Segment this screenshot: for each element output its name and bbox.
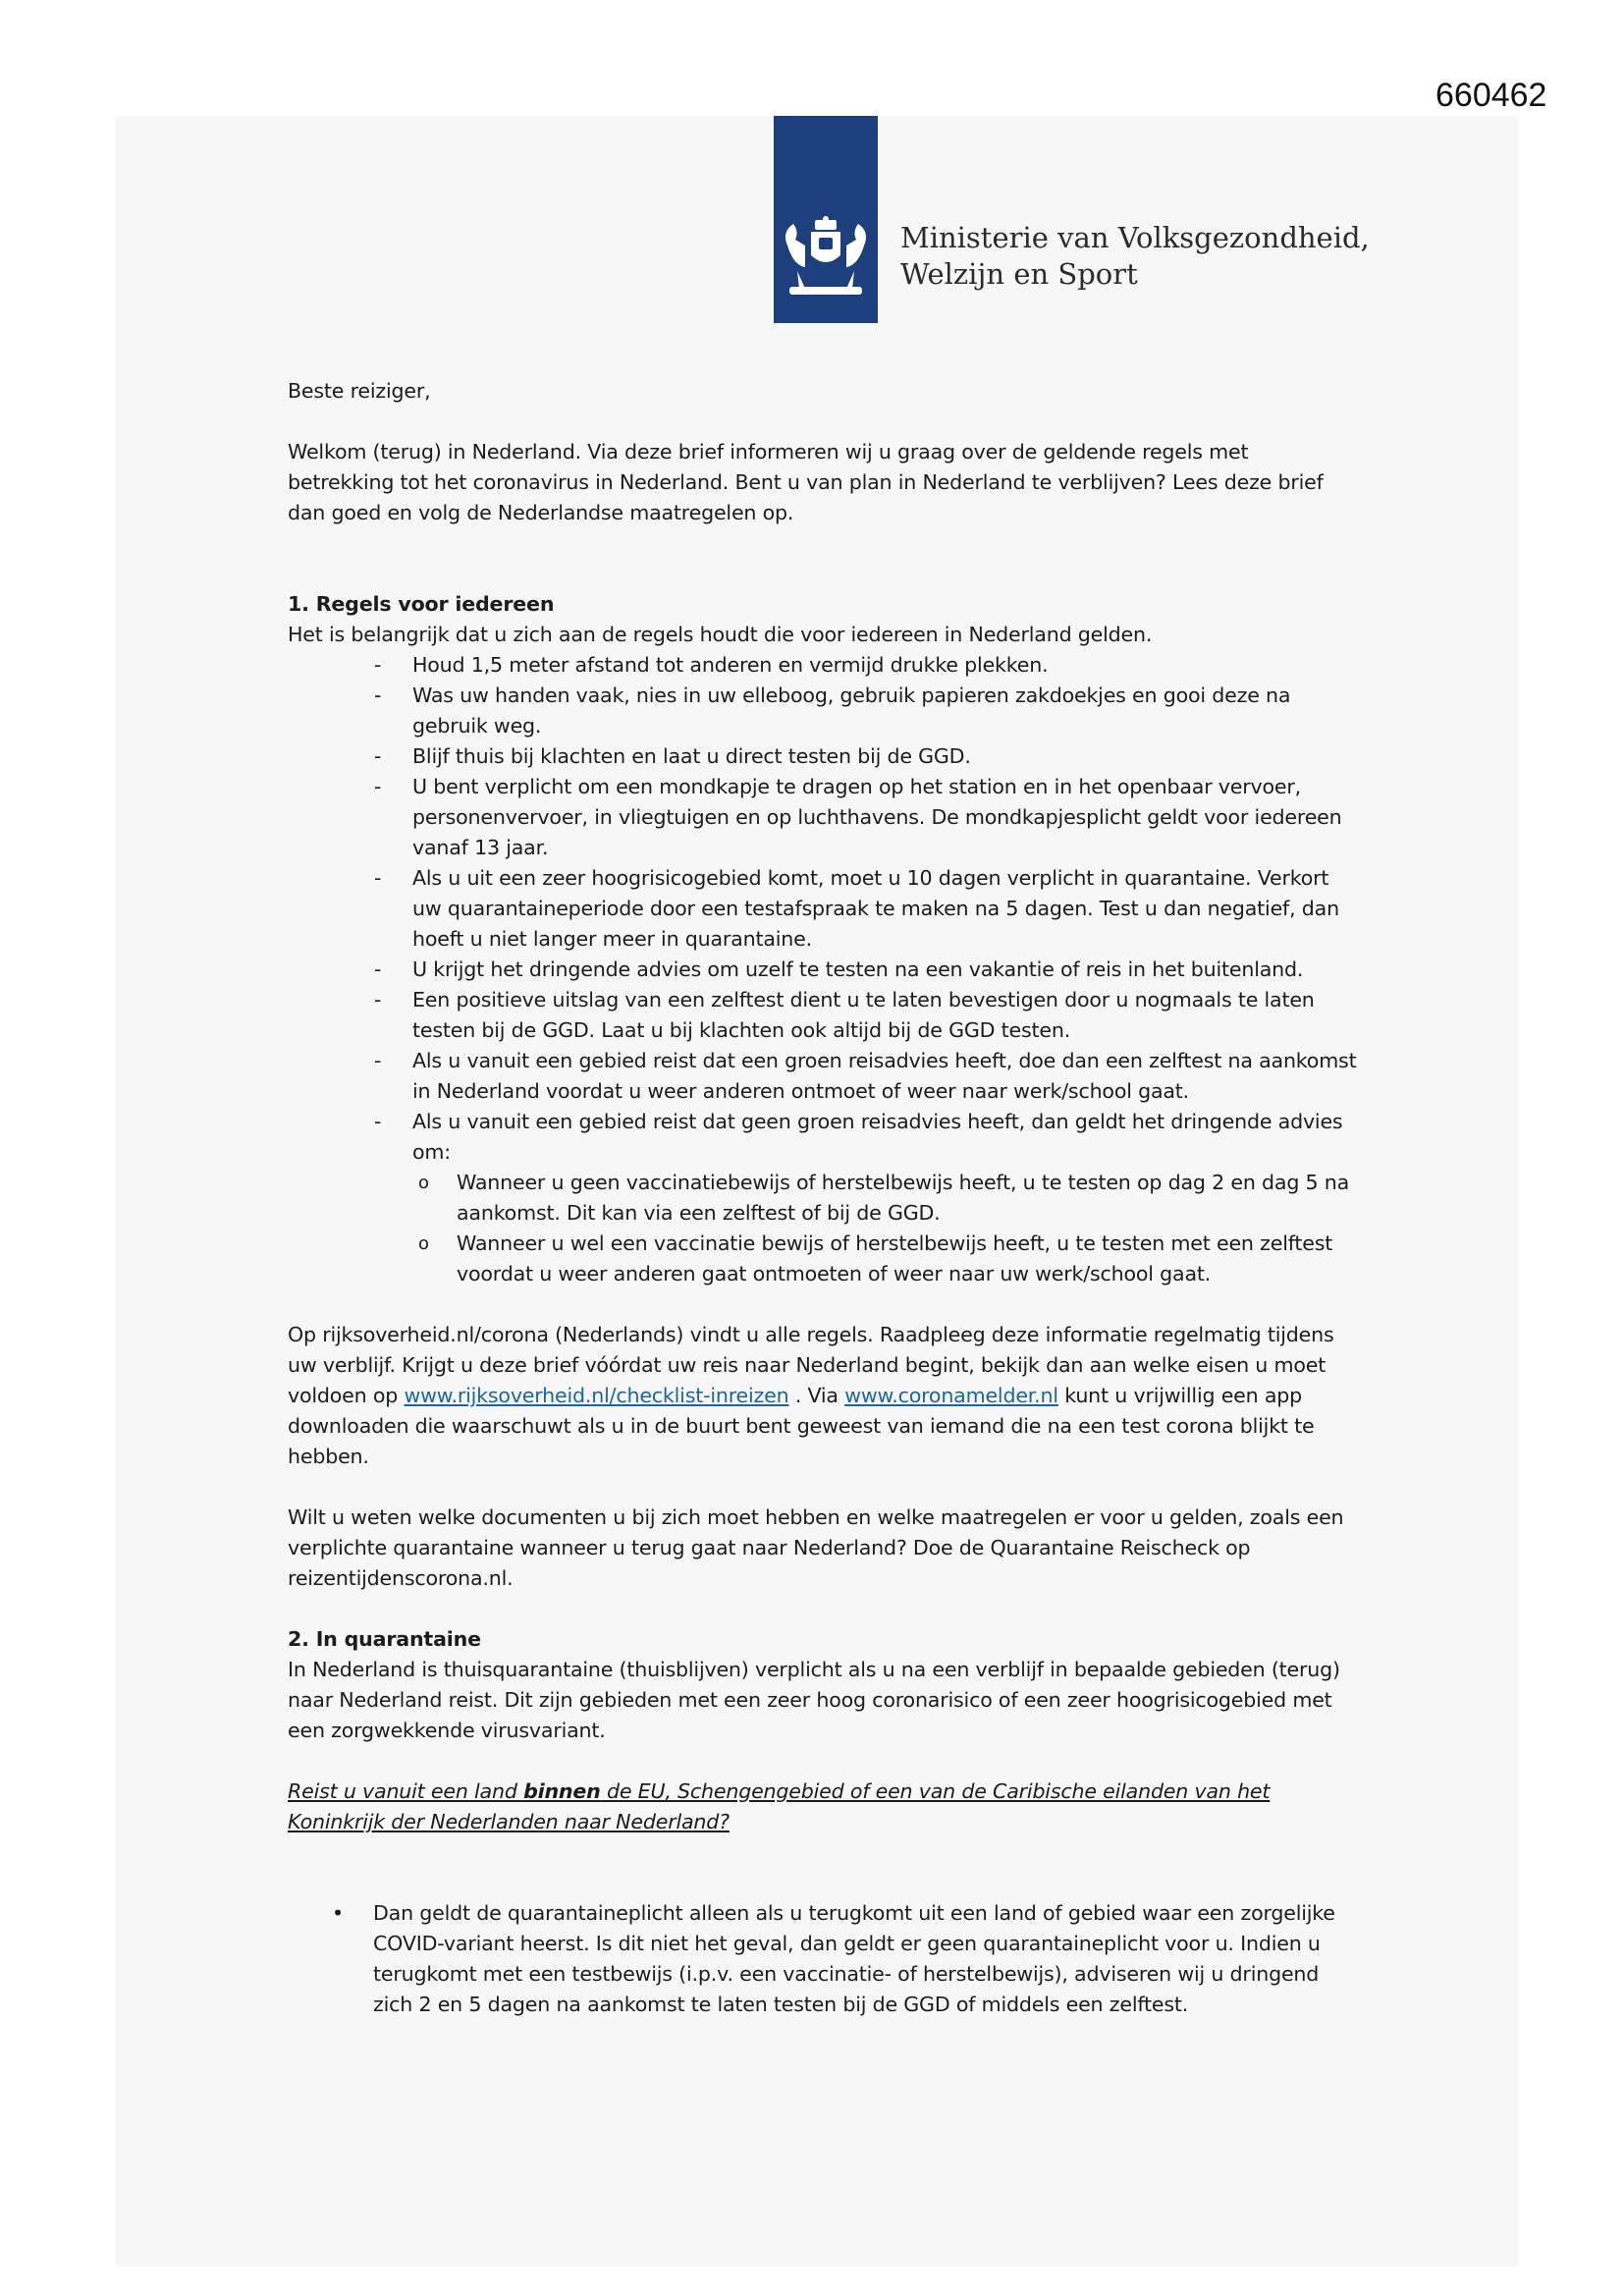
coronamelder-link[interactable]: www.coronamelder.nl <box>844 1384 1058 1407</box>
government-logo <box>774 116 878 323</box>
checklist-inreizen-link[interactable]: www.rijksoverheid.nl/checklist-inreizen <box>404 1384 789 1407</box>
section2-title: 2. In quarantaine <box>288 1627 481 1651</box>
list-item: • Dan geldt de quarantaineplicht alleen als u terugkomt uit een land of gebied waar een zorgelijke COVID-variant heerst. Is dit niet het geval, dan geldt er geen quarantaineplicht voor u. Indien u terugkomt met een testbewijs (i.p.v. een vaccinatie- of herstelbewijs), adviseren wij u dringend zich 2 en 5 dagen na aankomst te laten testen bij de GGD of middels een zelftest. <box>288 1898 1358 2020</box>
sublist-item: o Wanneer u geen vaccinatiebewijs of herstelbewijs heeft, u te testen op dag 2 en dag 5 na aankomst. Dit kan via een zelftest of bij de GGD. <box>412 1168 1358 1229</box>
list-item: - Houd 1,5 meter afstand tot anderen en vermijd drukke plekken. <box>288 650 1358 681</box>
intro-paragraph: Welkom (terug) in Nederland. Via deze brief informeren wij u graag over de geldende regels met betrekking tot het coronavirus in Nederland. Bent u van plan in Nederland te verblijven? Lees deze brief dan goed en volg de Nederlandse maatregelen op. <box>288 440 1324 524</box>
ministry-name-line2: Welzijn en Sport <box>900 257 1138 291</box>
list-item <box>288 1107 1358 1289</box>
ministry-name <box>900 220 1370 293</box>
list-item: - Als u vanuit een gebied reist dat een groen reisadvies heeft, doe dan een zelftest na aankomst in Nederland voordat u weer anderen ontmoet of weer naar werk/school gaat. <box>288 1046 1358 1107</box>
list-item: - U krijgt het dringende advies om uzelf te testen na een vakantie of reis in het buitenland. <box>288 955 1358 985</box>
document-id: 660462 <box>1435 77 1547 114</box>
coat-of-arms-icon <box>780 216 872 302</box>
list-item: - Was uw handen vaak, nies in uw elleboog, gebruik papieren zakdoekjes en gooi deze na gebruik weg. <box>288 681 1358 741</box>
rules-info-paragraph: Op rijksoverheid.nl/corona (Nederlands) vindt u alle regels. Raadpleeg deze informatie regelmatig tijdens uw verblijf. Krijgt u deze brief vóórdat uw reis naar Nederland begint, bekijk dan aan welke eisen u moet voldoen op www.rijksoverheid.nl/checklist-inreizen . Via www.coronamelder.nl kunt u vrijwillig een app downloaden die waarschuwt als u in de buurt bent geweest van iemand die na een test corona blijkt te hebben. <box>288 1323 1334 1468</box>
list-item-text: Als u vanuit een gebied reist dat geen groen reisadvies heeft, dan geldt het dringende advies om: <box>412 1110 1343 1164</box>
section1-lead: Het is belangrijk dat u zich aan de regels houdt die voor iedereen in Nederland gelden. <box>288 623 1153 646</box>
ministry-name-line1: Ministerie van Volksgezondheid, <box>900 221 1370 254</box>
rules-list <box>288 650 1358 1289</box>
greeting: Beste reiziger, <box>288 379 431 403</box>
quarantine-list <box>288 1898 1358 2020</box>
list-item: - Als u uit een zeer hoogrisicogebied komt, moet u 10 dagen verplicht in quarantaine. Verkort uw quarantaineperiode door een testafspraak te maken na 5 dagen. Test u dan negatief, dan hoeft u niet langer meer in quarantaine. <box>288 863 1358 955</box>
letter-body <box>288 376 1358 2020</box>
list-item: - Blijf thuis bij klachten en laat u direct testen bij de GGD. <box>288 741 1358 772</box>
section2-question: Reist u vanuit een land binnen de EU, Schengengebied of een van de Caribische eilanden van het Koninkrijk der Nederlanden naar Nederland? <box>288 1779 1271 1833</box>
list-item: - Een positieve uitslag van een zelftest dient u te laten bevestigen door u nogmaals te laten testen bij de GGD. Laat u bij klachten ook altijd bij de GGD testen. <box>288 985 1358 1046</box>
advice-sublist <box>412 1168 1358 1289</box>
list-item: - U bent verplicht om een mondkapje te dragen op het station en in het openbaar vervoer, personenvervoer, in vliegtuigen en op luchthavens. De mondkapjesplicht geldt voor iedereen vanaf 13 jaar. <box>288 772 1358 863</box>
reischeck-paragraph: Wilt u weten welke documenten u bij zich moet hebben en welke maatregelen er voor u gelden, zoals een verplichte quarantaine wanneer u terug gaat naar Nederland? Doe de Quarantaine Reischeck op reizentijdenscorona.nl. <box>288 1505 1344 1590</box>
sublist-item: o Wanneer u wel een vaccinatie bewijs of herstelbewijs heeft, u te testen met een zelftest voordat u weer anderen gaat ontmoeten of weer naar uw werk/school gaat. <box>412 1229 1358 1289</box>
section1-title: 1. Regels voor iedereen <box>288 592 555 616</box>
section2-body: In Nederland is thuisquarantaine (thuisblijven) verplicht als u na een verblijf in bepaalde gebieden (terug) naar Nederland reist. Dit zijn gebieden met een zeer hoog coronarisico of een zeer hoogrisicogebied met een zorgwekkende virusvariant. <box>288 1658 1340 1742</box>
